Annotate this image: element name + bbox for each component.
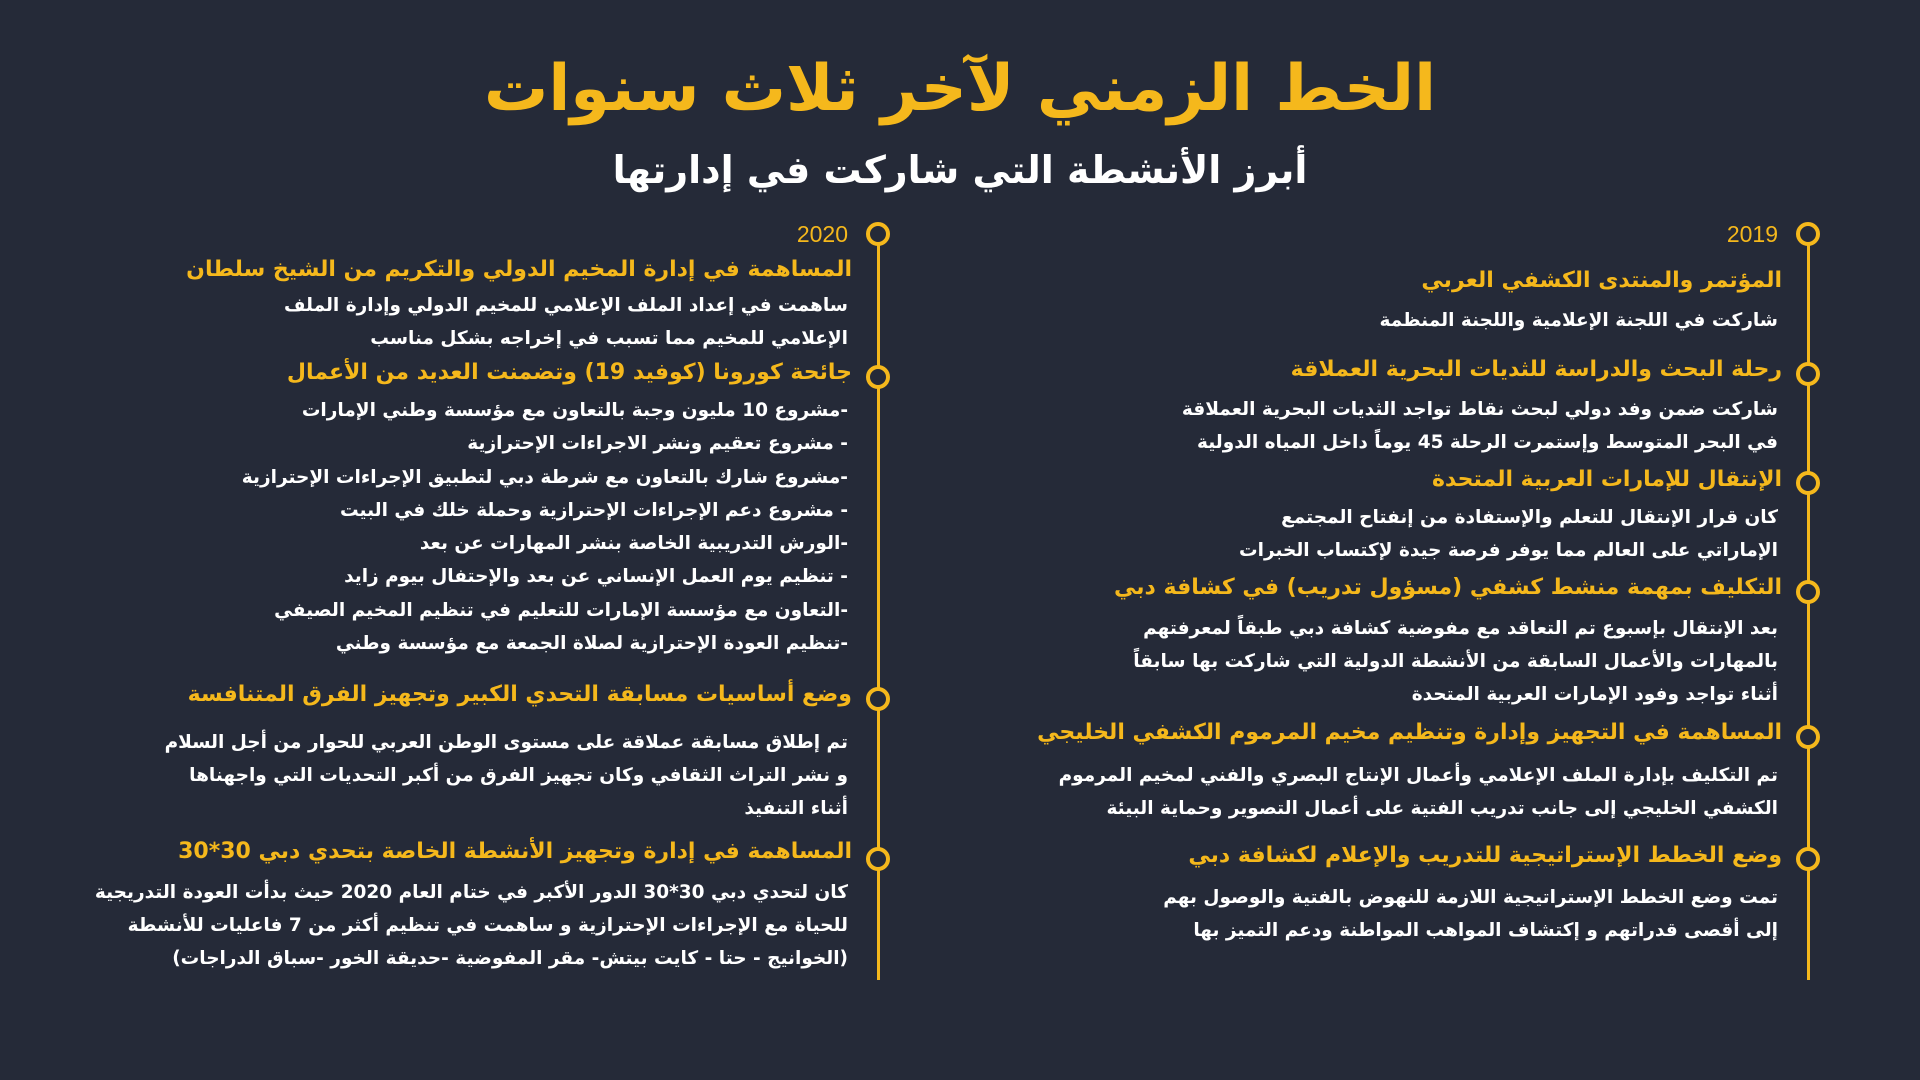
year-marker-dot bbox=[866, 222, 890, 246]
timeline-column-2019 bbox=[1037, 0, 1808, 1080]
event-description bbox=[1182, 393, 1778, 459]
description-line: تم إطلاق مسابقة عملاقة على مستوى الوطن العربي للحوار من أجل السلام bbox=[164, 732, 848, 753]
event-marker-dot bbox=[1796, 847, 1820, 871]
description-line: شاركت في اللجنة الإعلامية واللجنة المنظمة bbox=[1379, 310, 1778, 331]
event-title: المساهمة في التجهيز وإدارة وتنظيم مخيم المرموم الكشفي الخليجي bbox=[1037, 720, 1782, 745]
event-title: المساهمة في إدارة المخيم الدولي والتكريم من الشيخ سلطان bbox=[186, 257, 852, 282]
description-line: - مشروع دعم الإجراءات الإحترازية وحملة خلك في البيت bbox=[339, 499, 848, 521]
page-subtitle: أبرز الأنشطة التي شاركت في إدارتها bbox=[612, 148, 1308, 192]
event-marker-dot bbox=[1796, 580, 1820, 604]
description-line: - مشروع تعقيم ونشر الاجراءات الإحترازية bbox=[467, 433, 848, 455]
event-marker-dot bbox=[1796, 725, 1820, 749]
event-title: التكليف بمهمة منشط كشفي (مسؤول تدريب) في كشافة دبي bbox=[1114, 575, 1782, 600]
description-line: (الخوانيج - حتا - كايت بيتش- مقر المفوضية -حديقة الخور -سباق الدراجات) bbox=[172, 948, 848, 969]
event-title: المؤتمر والمنتدى الكشفي العربي bbox=[1421, 268, 1782, 293]
event-description bbox=[95, 876, 848, 975]
event-description bbox=[284, 289, 848, 355]
description-line: تمت وضع الخطط الإستراتيجية اللازمة للنهوض بالفتية والوصول بهم bbox=[1163, 887, 1778, 908]
description-line: تم التكليف بإدارة الملف الإعلامي وأعمال الإنتاج البصري والفني لمخيم المرموم bbox=[1058, 765, 1778, 786]
year-label: 2020 bbox=[796, 221, 848, 247]
description-line: أثناء تواجد وفود الإمارات العربية المتحدة bbox=[1411, 684, 1778, 705]
event-title: وضع أساسيات مسابقة التحدي الكبير وتجهيز الفرق المتنافسة bbox=[187, 682, 852, 707]
event-description bbox=[1163, 881, 1778, 947]
event-title: وضع الخطط الإستراتيجية للتدريب والإعلام لكشافة دبي bbox=[1188, 843, 1782, 868]
event-marker-dot bbox=[1796, 471, 1820, 495]
description-line: في البحر المتوسط وإستمرت الرحلة 45 يوماً داخل المياه الدولية bbox=[1197, 432, 1778, 453]
event-description bbox=[1059, 759, 1778, 825]
event-marker-dot bbox=[866, 847, 890, 871]
description-line: - تنظيم يوم العمل الإنساني عن بعد والإحتفال بيوم زايد bbox=[344, 566, 848, 588]
description-line: -الورش التدريبية الخاصة بنشر المهارات عن بعد bbox=[419, 533, 848, 555]
event-description bbox=[1133, 612, 1778, 711]
description-line: -تنظيم العودة الإحترازية لصلاة الجمعة مع مؤسسة وطني bbox=[335, 633, 848, 655]
event-title: رحلة البحث والدراسة للثديات البحرية العملاقة bbox=[1290, 357, 1782, 382]
description-line: كان قرار الإنتقال للتعلم والإستفادة من إنفتاح المجتمع bbox=[1281, 507, 1778, 528]
event-description bbox=[1380, 304, 1778, 337]
event-marker-dot bbox=[1796, 362, 1820, 386]
description-line: أثناء التنفيذ bbox=[744, 798, 848, 819]
description-line: -مشروع شارك بالتعاون مع شرطة دبي لتطبيق الإجراءات الإحترازية bbox=[241, 466, 848, 488]
description-line: للحياة مع الإجراءات الإحترازية و ساهمت في تنظيم أكثر من 7 فاعليات للأنشطة bbox=[127, 915, 848, 936]
description-line: و نشر التراث الثقافي وكان تجهيز الفرق من أكبر التحديات التي واجهناها bbox=[189, 765, 848, 786]
year-label: 2019 bbox=[1726, 221, 1778, 247]
timeline-column-2020 bbox=[94, 0, 878, 1080]
event-description bbox=[242, 394, 848, 660]
description-line: شاركت ضمن وفد دولي لبحث نقاط تواجد الثديات البحرية العملاقة bbox=[1181, 399, 1778, 420]
event-marker-dot bbox=[866, 687, 890, 711]
description-line: الكشفي الخليجي إلى جانب تدريب الفتية على أعمال التصوير وحماية البيئة bbox=[1106, 798, 1778, 819]
description-line: الإماراتي على العالم مما يوفر فرصة جيدة لإكتساب الخبرات bbox=[1239, 540, 1778, 561]
event-description bbox=[1239, 501, 1778, 567]
description-line: -مشروع 10 مليون وجبة بالتعاون مع مؤسسة وطني الإمارات bbox=[301, 400, 848, 421]
event-title: المساهمة في إدارة وتجهيز الأنشطة الخاصة بتحدي دبي 30*30 bbox=[178, 839, 852, 864]
year-marker-dot bbox=[1796, 222, 1820, 246]
event-description bbox=[165, 726, 848, 825]
page-title: الخط الزمني لآخر ثلاث سنوات bbox=[484, 52, 1436, 126]
description-line: كان لتحدي دبي 30*30 الدور الأكبر في ختام العام 2020 حيث بدأت العودة التدريجية bbox=[94, 882, 848, 903]
description-line: إلى أقصى قدراتهم و إكتشاف المواهب المواطنة ودعم التميز بها bbox=[1193, 920, 1778, 941]
description-line: بالمهارات والأعمال السابقة من الأنشطة الدولية التي شاركت بها سابقاً bbox=[1133, 651, 1778, 672]
description-line: الإعلامي للمخيم مما تسبب في إخراجه بشكل مناسب bbox=[370, 328, 848, 349]
description-line: -التعاون مع مؤسسة الإمارات للتعليم في تنظيم المخيم الصيفي bbox=[274, 599, 848, 621]
description-line: بعد الإنتقال بإسبوع تم التعاقد مع مفوضية كشافة دبي طبقاً لمعرفتهم bbox=[1143, 618, 1778, 639]
event-title: الإنتقال للإمارات العربية المتحدة bbox=[1431, 467, 1782, 492]
event-marker-dot bbox=[866, 365, 890, 389]
description-line: ساهمت في إعداد الملف الإعلامي للمخيم الدولي وإدارة الملف bbox=[283, 295, 848, 316]
event-title: جائحة كورونا (كوفيد 19) وتضمنت العديد من الأعمال bbox=[286, 360, 852, 385]
